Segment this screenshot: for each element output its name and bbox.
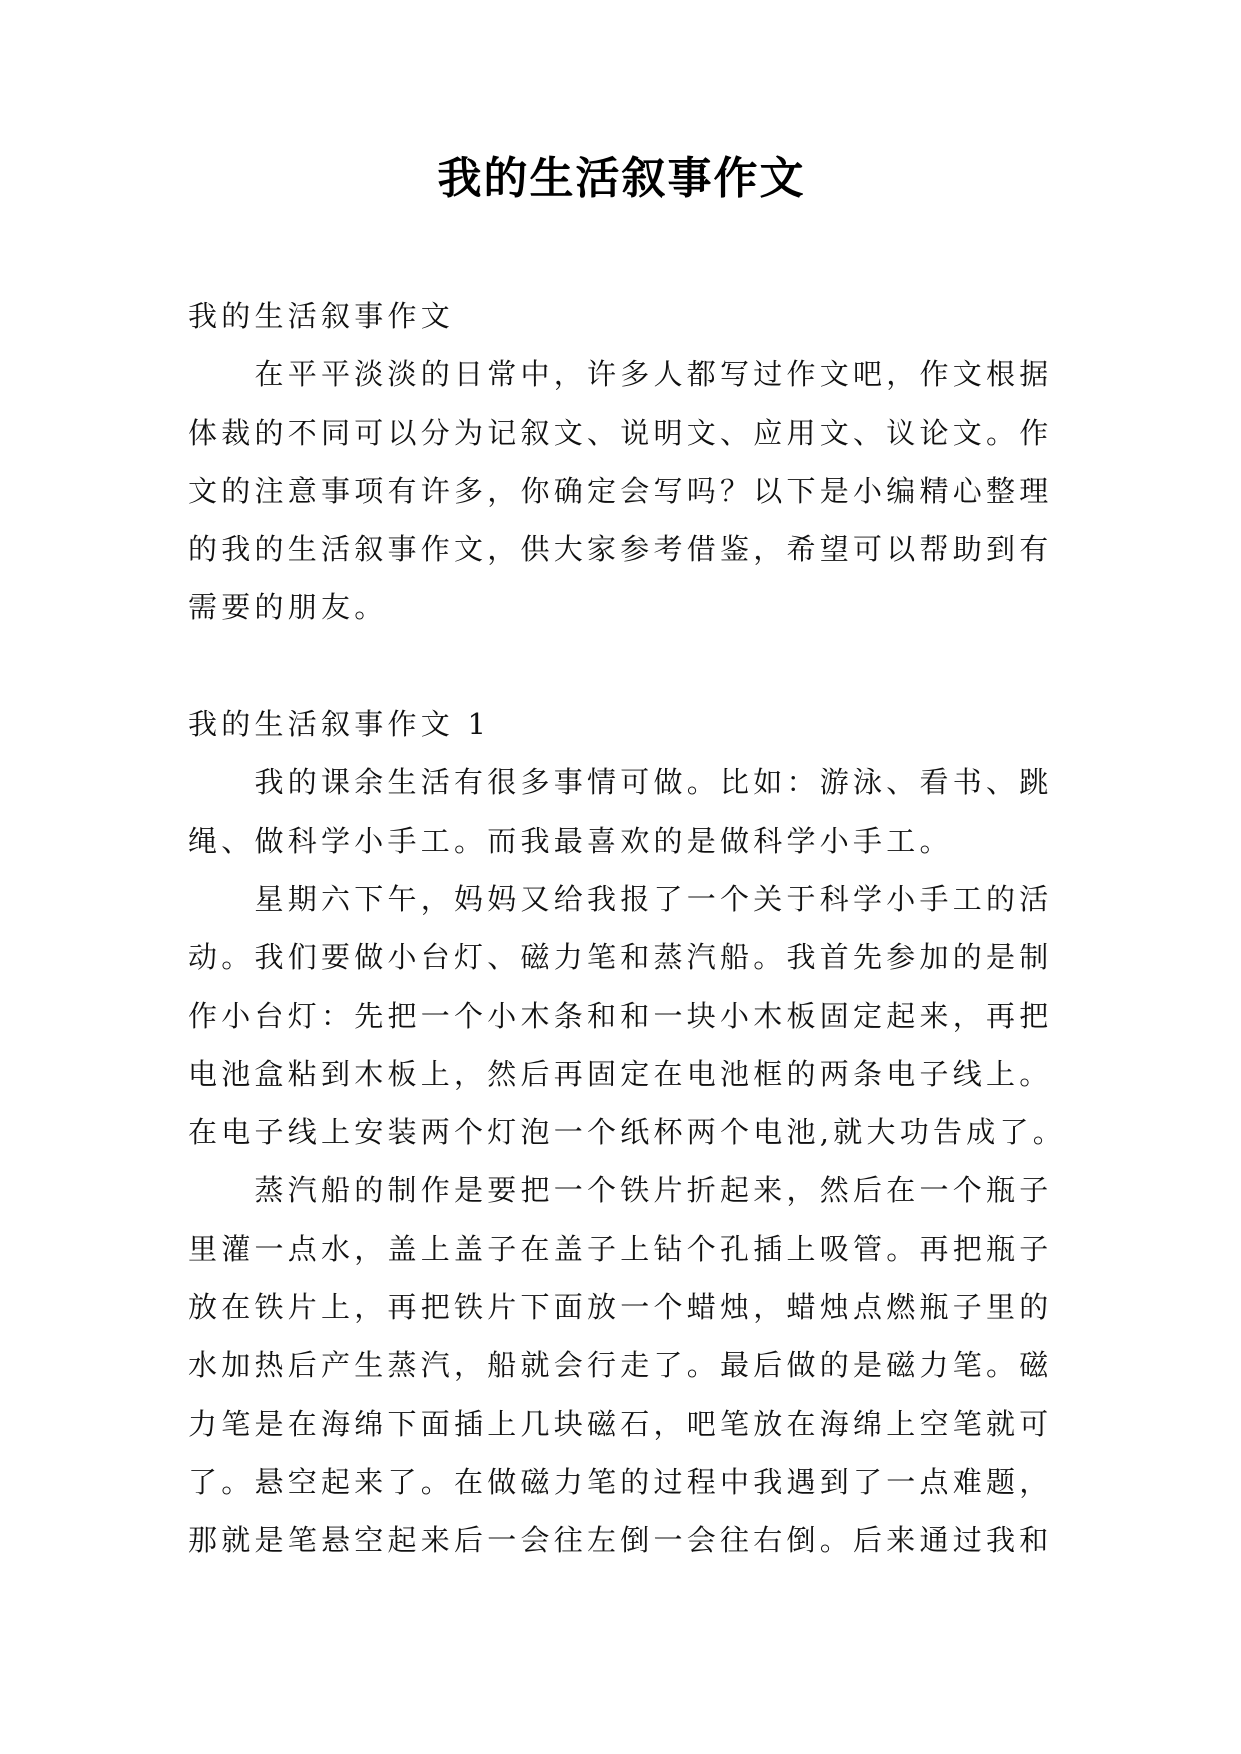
paragraph-line: 水加热后产生蒸汽，船就会行走了。最后做的是磁力笔。磁: [188, 1348, 1053, 1383]
paragraph-line: 那就是笔悬空起来后一会往左倒一会往右倒。后来通过我和: [188, 1523, 1053, 1558]
paragraph-line: 体裁的不同可以分为记叙文、说明文、应用文、议论文。作: [188, 415, 1053, 450]
paragraph-line: 力笔是在海绵下面插上几块磁石，吧笔放在海绵上空笔就可: [188, 1406, 1053, 1441]
paragraph-line: 动。我们要做小台灯、磁力笔和蒸汽船。我首先参加的是制: [188, 940, 1053, 975]
document-body: [188, 287, 1088, 1570]
paragraph-line: 星期六下午，妈妈又给我报了一个关于科学小手工的活: [254, 881, 1053, 916]
paragraph-line: 里灌一点水，盖上盖子在盖子上钻个孔插上吸管。再把瓶子: [188, 1231, 1053, 1266]
paragraph-line: 需要的朋友。: [188, 590, 388, 625]
section-heading: 我的生活叙事作文 1: [188, 707, 491, 742]
intro-paragraph: [188, 345, 1088, 636]
document-title: 我的生活叙事作文: [437, 153, 806, 204]
paragraph-line: 绳、做科学小手工。而我最喜欢的是做科学小手工。: [188, 823, 953, 858]
paragraph-line: 电池盒粘到木板上，然后再固定在电池框的两条电子线上。: [188, 1056, 1053, 1091]
paragraph-line: 放在铁片上，再把铁片下面放一个蜡烛，蜡烛点燃瓶子里的: [188, 1290, 1053, 1325]
blank-spacer: [188, 637, 1088, 695]
essay-paragraph: [188, 1161, 1088, 1569]
paragraph-line: 在电子线上安装两个灯泡一个纸杯两个电池,就大功告成了。: [188, 1115, 1066, 1150]
paragraph-line: 在平平淡淡的日常中，许多人都写过作文吧，作文根据: [254, 357, 1053, 392]
paragraph-line: 的我的生活叙事作文，供大家参考借鉴，希望可以帮助到有: [188, 532, 1053, 567]
essay-paragraph: [188, 870, 1088, 1161]
paragraph-line: 蒸汽船的制作是要把一个铁片折起来，然后在一个瓶子: [254, 1173, 1053, 1208]
section-heading: 我的生活叙事作文: [188, 299, 455, 333]
paragraph-line: 文的注意事项有许多，你确定会写吗？以下是小编精心整理: [188, 473, 1053, 508]
paragraph-line: 了。悬空起来了。在做磁力笔的过程中我遇到了一点难题，: [188, 1464, 1053, 1499]
essay-paragraph: [188, 753, 1088, 870]
paragraph-line: 作小台灯：先把一个小木条和和一块小木板固定起来，再把: [188, 998, 1053, 1033]
paragraph-line: 我的课余生活有很多事情可做。比如：游泳、看书、跳: [254, 765, 1053, 800]
